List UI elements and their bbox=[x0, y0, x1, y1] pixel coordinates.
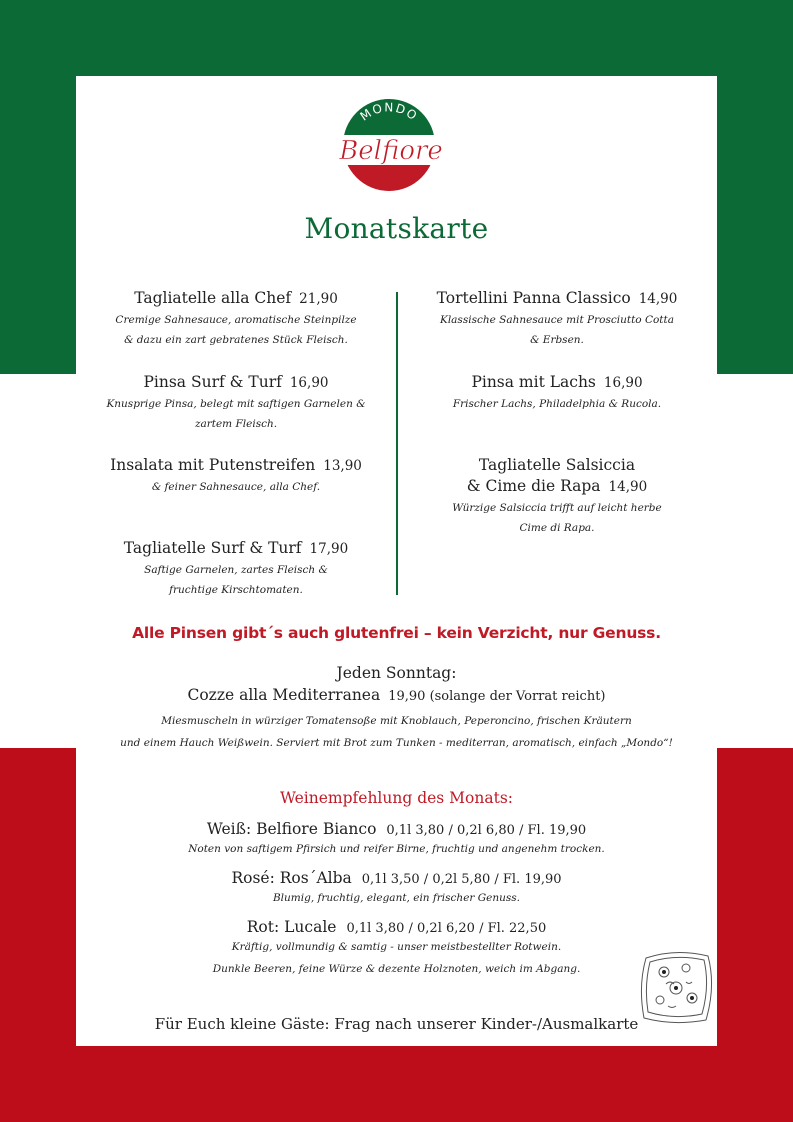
item-desc: Würzige Salsiccia trifft auf leicht herbe bbox=[452, 502, 662, 514]
menu-item bbox=[407, 372, 707, 414]
wine-item bbox=[76, 868, 717, 909]
sunday-dish-price: 19,90 (solange der Vorrat reicht) bbox=[388, 689, 606, 704]
sunday-dish bbox=[76, 686, 717, 704]
item-desc: & Erbsen. bbox=[530, 334, 584, 346]
column-divider bbox=[396, 292, 398, 595]
sunday-heading: Jeden Sonntag: bbox=[336, 664, 457, 682]
item-price: 14,90 bbox=[638, 291, 678, 307]
pizza-sketch-icon bbox=[636, 946, 718, 1026]
item-price: 16,90 bbox=[603, 375, 643, 391]
sunday-desc-line: und einem Hauch Weißwein. Serviert mit Brot zum Tunken - mediterran, aromatisch, einfach „Mondo“! bbox=[120, 737, 673, 749]
gluten-free-note: Alle Pinsen gibt´s auch glutenfrei – kein Verzicht, nur Genuss. bbox=[132, 624, 661, 642]
item-desc: Saftige Garnelen, zartes Fleisch & bbox=[144, 564, 328, 576]
menu-item bbox=[407, 288, 707, 350]
mondo-belfiore-logo bbox=[327, 97, 451, 193]
item-desc: zartem Fleisch. bbox=[194, 418, 278, 430]
item-name: Tagliatelle Surf & Turf bbox=[123, 539, 302, 557]
wine-item bbox=[76, 819, 717, 860]
wine-desc: Blumig, fruchtig, elegant, ein frischer Genuss. bbox=[272, 892, 521, 904]
wine-name: Rosé: Ros´Alba bbox=[231, 869, 352, 887]
item-name: Pinsa mit Lachs bbox=[471, 373, 596, 391]
menu-card bbox=[76, 76, 717, 1046]
item-price: 21,90 bbox=[299, 291, 338, 307]
item-desc: & feiner Sahnesauce, alla Chef. bbox=[151, 481, 321, 493]
wine-name: Weiß: Belfiore Bianco bbox=[206, 820, 377, 838]
item-desc: Cremige Sahnesauce, aromatische Steinpilze bbox=[115, 314, 357, 326]
item-desc: & dazu ein zart gebratenes Stück Fleisch. bbox=[124, 334, 348, 346]
logo-script-text: Belfiore bbox=[339, 136, 443, 166]
item-price: 13,90 bbox=[323, 458, 362, 474]
wine-prices: 0,1l 3,50 / 0,2l 5,80 / Fl. 19,90 bbox=[361, 872, 562, 887]
item-desc: Knusprige Pinsa, belegt mit saftigen Garnelen & bbox=[106, 398, 366, 410]
item-desc: fruchtige Kirschtomaten. bbox=[169, 584, 303, 596]
menu-item bbox=[407, 455, 707, 538]
item-name: & Cime die Rapa bbox=[466, 477, 601, 495]
item-name: Insalata mit Putenstreifen bbox=[110, 456, 316, 474]
menu-item bbox=[86, 372, 386, 434]
item-name: Tagliatelle alla Chef bbox=[134, 289, 292, 307]
item-price: 14,90 bbox=[608, 479, 648, 495]
logo-top-text: MONDO bbox=[357, 100, 421, 124]
wine-name: Rot: Lucale bbox=[246, 918, 337, 936]
item-desc: Klassische Sahnesauce mit Prosciutto Cotta bbox=[439, 314, 675, 326]
menu-item bbox=[86, 455, 386, 497]
wine-prices: 0,1l 3,80 / 0,2l 6,20 / Fl. 22,50 bbox=[346, 921, 547, 936]
wine-desc: Kräftig, vollmundig & samtig - unser meistbestellter Rotwein. bbox=[231, 941, 562, 953]
sunday-desc-line: Miesmuscheln in würziger Tomatensoße mit Knoblauch, Peperoncino, frischen Kräutern bbox=[161, 715, 632, 727]
kids-note: Für Euch kleine Gäste: Frag nach unserer Kinder-/Ausmalkarte bbox=[154, 1015, 639, 1033]
wine-desc: Dunkle Beeren, feine Würze & dezente Holznoten, weich im Abgang. bbox=[212, 963, 581, 975]
sunday-description bbox=[76, 710, 717, 754]
wine-prices: 0,1l 3,80 / 0,2l 6,80 / Fl. 19,90 bbox=[386, 823, 587, 838]
menu-item bbox=[86, 538, 386, 600]
item-name: Pinsa Surf & Turf bbox=[143, 373, 282, 391]
item-name: Tortellini Panna Classico bbox=[436, 289, 631, 307]
menu-item bbox=[86, 288, 386, 350]
wine-item bbox=[76, 917, 717, 980]
sunday-dish-name: Cozze alla Mediterranea bbox=[187, 686, 381, 704]
item-name-line1: Tagliatelle Salsiccia bbox=[478, 456, 636, 474]
page-title: Monatskarte bbox=[304, 212, 489, 245]
item-price: 16,90 bbox=[289, 375, 329, 391]
item-price: 17,90 bbox=[309, 541, 349, 557]
wine-desc: Noten von saftigem Pfirsich und reifer Birne, fruchtig und angenehm trocken. bbox=[188, 843, 605, 855]
item-desc: Cime di Rapa. bbox=[519, 522, 595, 534]
wine-heading: Weinempfehlung des Monats: bbox=[279, 789, 514, 807]
item-desc: Frischer Lachs, Philadelphia & Rucola. bbox=[452, 398, 662, 410]
